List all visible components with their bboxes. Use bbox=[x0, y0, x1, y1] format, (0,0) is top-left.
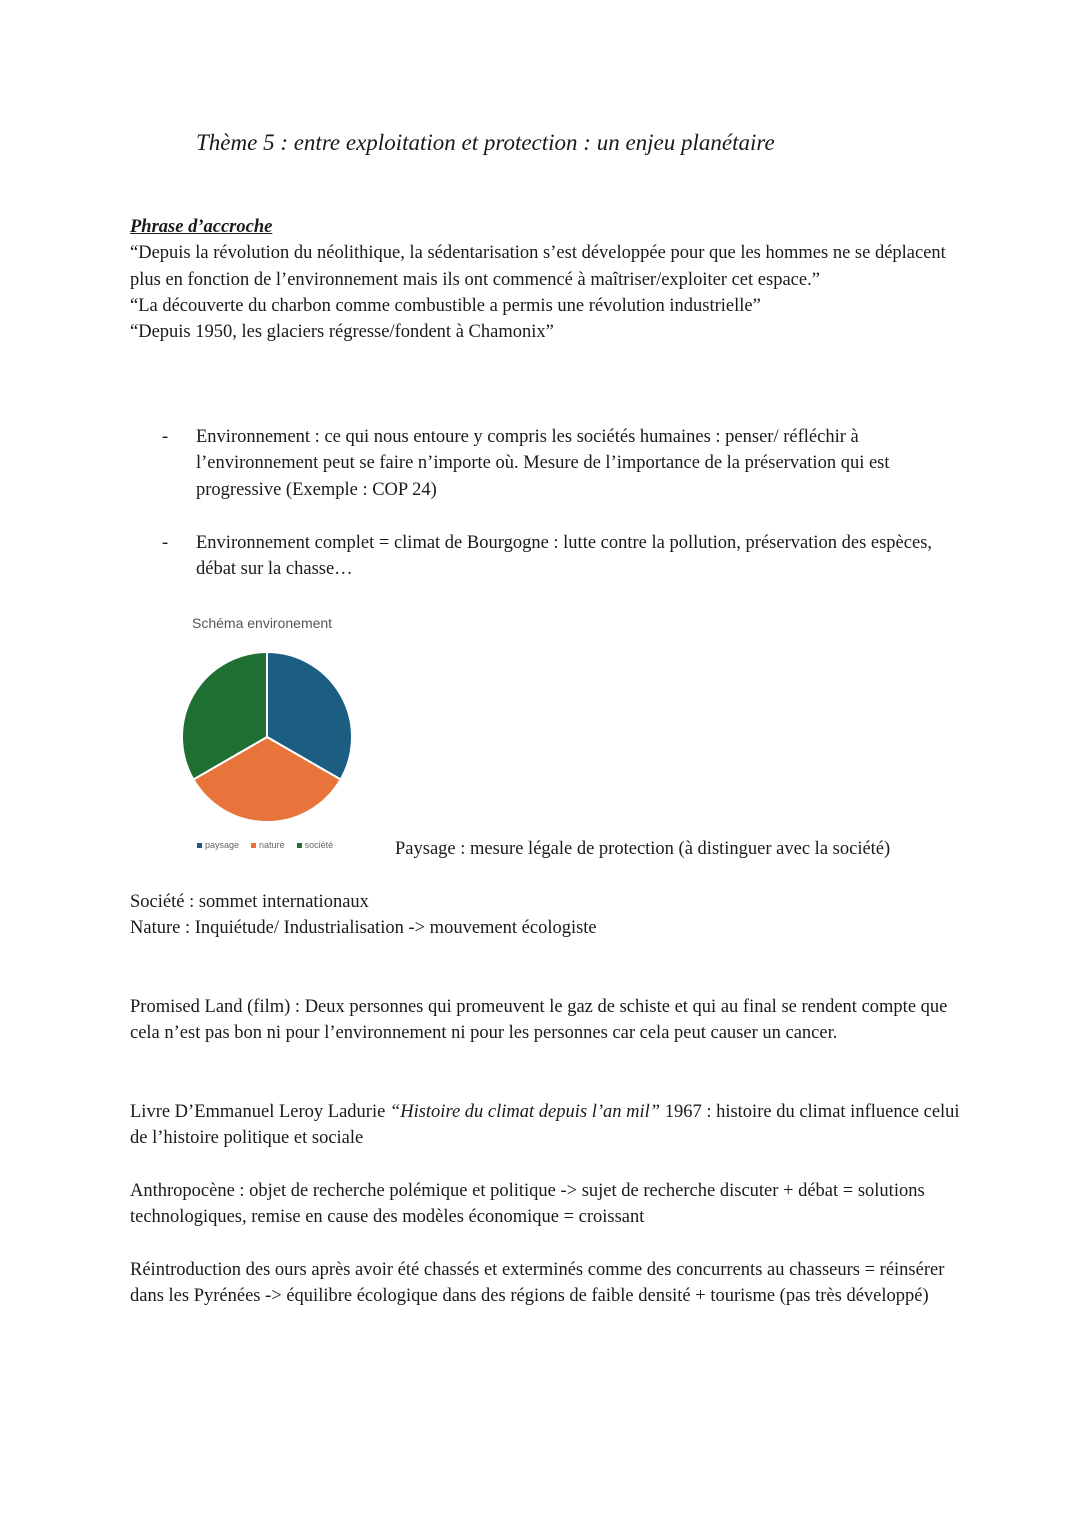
note-paysage: Paysage : mesure légale de protection (à distinguer avec la société) bbox=[395, 839, 891, 859]
legend-item-paysage bbox=[197, 840, 239, 850]
note-livre-suffix: 1967 : histoire du climat influence celui de l’histoire politique et sociale bbox=[130, 1102, 960, 1149]
note-nature: Nature : Inquiétude/ Industrialisation -> mouvement écologiste bbox=[130, 918, 597, 939]
note-societe: Société : sommet internationaux bbox=[130, 892, 369, 912]
accroche-heading: Phrase d’accroche bbox=[130, 217, 273, 237]
note-promised-land-text: Promised Land (film) : Deux personnes qui promeuvent le gaz de schiste et qui au final se rendent compte que cela n’est pas bon ni pour l’environnement ni pour les personnes car cela peut causer un cancer. bbox=[130, 997, 948, 1044]
bullet-dash: - bbox=[162, 427, 169, 447]
note-ours-text: Réintroduction des ours après avoir été chassés et exterminés comme des concurrents au chasseurs = réinsérer dans les Pyrénées -> équilibre écologique dans des régions de faible densité + tourisme (pas très développé) bbox=[130, 1260, 945, 1307]
accroche-quote-1: “Depuis la révolution du néolithique, la sédentarisation s’est développée pour que les hommes ne se déplacent plus en fonction de l’environnement mais ils ont commencé à maîtriser/exploiter cet espace.” bbox=[130, 243, 946, 290]
note-ours bbox=[130, 1257, 960, 1310]
accroche-quote-2: “La découverte du charbon comme combustible a permis une révolution industrielle” bbox=[130, 295, 761, 316]
note-anthropocene-text: Anthropocène : objet de recherche polémique et politique -> sujet de recherche discuter + débat = solutions technologiques, remise en cause des modèles économique = croissant bbox=[130, 1181, 925, 1228]
bullet-item-environnement-complet bbox=[162, 530, 962, 583]
legend-label: société bbox=[304, 840, 334, 850]
legend-label: paysage bbox=[205, 840, 240, 850]
pie-chart bbox=[172, 640, 362, 830]
note-livre bbox=[130, 1099, 960, 1152]
legend-item-nature bbox=[251, 840, 285, 850]
accroche-quote-3: “Depuis 1950, les glaciers régresse/fondent à Chamonix” bbox=[130, 322, 554, 343]
bullet-text: Environnement : ce qui nous entoure y compris les sociétés humaines : penser/ réfléchir à l’environnement peut se faire n’importe où. Mesure de l’importance de la préservation qui est progressive (Exemple : COP 24) bbox=[196, 427, 890, 500]
legend-swatch bbox=[297, 843, 302, 848]
page-title: Thème 5 : entre exploitation et protection : un enjeu planétaire bbox=[196, 130, 775, 155]
note-livre-text bbox=[130, 1099, 960, 1152]
chart-legend bbox=[197, 840, 333, 850]
note-livre-cite: “Histoire du climat depuis l’an mil” bbox=[389, 1102, 661, 1122]
legend-label: nature bbox=[259, 840, 285, 850]
chart-title: Schéma environement bbox=[192, 615, 333, 631]
note-livre-prefix: Livre D’Emmanuel Leroy Ladurie bbox=[130, 1102, 390, 1122]
note-promised-land bbox=[130, 994, 960, 1047]
legend-swatch bbox=[197, 843, 202, 848]
bullet-dash: - bbox=[162, 533, 169, 553]
notes-societe-nature bbox=[130, 889, 960, 942]
bullet-item-environnement bbox=[162, 424, 962, 503]
note-anthropocene bbox=[130, 1178, 960, 1231]
accroche-section bbox=[130, 214, 960, 345]
legend-swatch bbox=[251, 843, 256, 848]
legend-item-societe bbox=[297, 840, 334, 850]
bullet-text: Environnement complet = climat de Bourgogne : lutte contre la pollution, préservation des espèces, débat sur la chasse… bbox=[196, 533, 933, 580]
